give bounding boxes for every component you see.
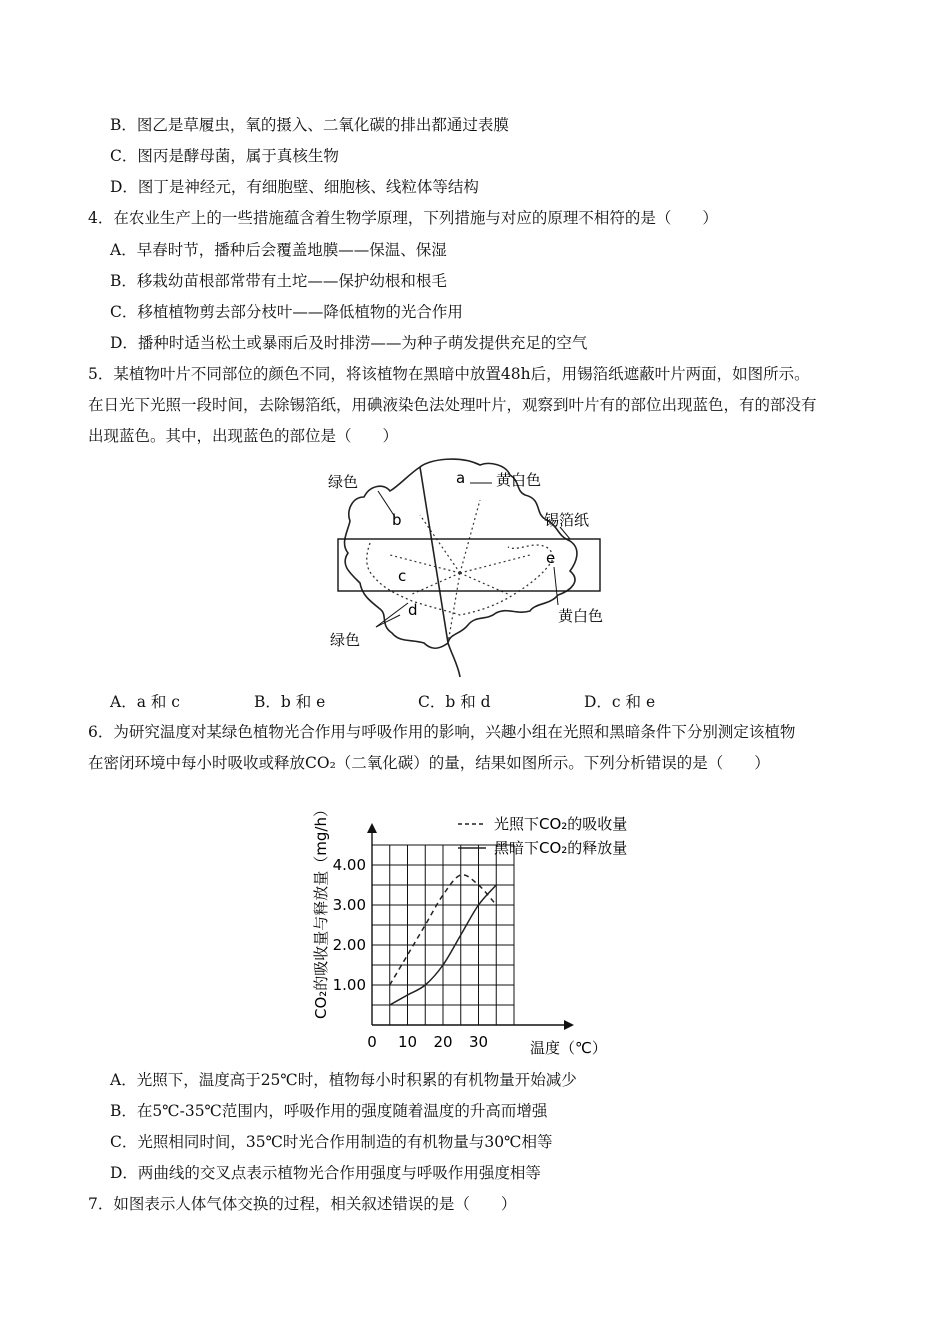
q3-option-d: D．图丁是神经元，有细胞壁、细胞核、线粒体等结构 — [110, 178, 479, 196]
label-yellow-top: 黄白色 — [496, 471, 542, 489]
q6-option-b: B．在5℃-35℃范围内，呼吸作用的强度随着温度的升高而增强 — [110, 1102, 548, 1120]
x-tick-label: 20 — [433, 1033, 453, 1051]
label-d: d — [408, 601, 418, 619]
label-e: e — [546, 549, 556, 567]
chart-x-axis-label: 温度（℃） — [530, 1039, 607, 1055]
q4-option-b: B．移栽幼苗根部常带有土坨——保护幼根和根毛 — [110, 272, 447, 290]
label-b: b — [392, 511, 402, 529]
label-a: a — [456, 469, 466, 487]
q7-stem: 7．如图表示人体气体交换的过程，相关叙述错误的是（ ） — [88, 1195, 517, 1213]
y-tick-label: 1.00 — [332, 976, 366, 994]
co2-chart — [300, 785, 660, 1055]
q4-option-c: C．移植植物剪去部分枝叶——降低植物的光合作用 — [110, 303, 463, 321]
q4-option-d: D．播种时适当松土或暴雨后及时排涝——为种子萌发提供充足的空气 — [110, 334, 588, 352]
q5-option-a: A．a 和 c — [110, 693, 180, 711]
leaf-figure — [320, 455, 620, 680]
q5-stem-line1: 5．某植物叶片不同部位的颜色不同，将该植物在黑暗中放置48h后，用锡箔纸遮蔽叶片两面，如图所示。 — [88, 365, 810, 383]
q6-stem-line2: 在密闭环境中每小时吸收或释放CO₂（二氧化碳）的量，结果如图所示。下列分析错误的是（ ） — [88, 754, 770, 772]
q5-options — [110, 690, 870, 710]
label-green-top: 绿色 — [328, 473, 359, 491]
leaf-veins — [390, 500, 530, 643]
y-axis-arrow — [367, 823, 377, 833]
q3-option-c: C．图丙是酵母菌，属于真核生物 — [110, 147, 339, 165]
x-tick-label: 10 — [397, 1033, 418, 1051]
q5-stem-line3: 出现蓝色。其中，出现蓝色的部位是（ ） — [88, 427, 399, 445]
y-tick-label: 3.00 — [332, 896, 366, 914]
label-yellow-bottom: 黄白色 — [558, 607, 604, 625]
q5-option-c: C．b 和 d — [418, 693, 491, 711]
y-tick-label: 4.00 — [332, 856, 366, 874]
q4-option-a: A．早春时节，播种后会覆盖地膜——保温、保湿 — [110, 241, 447, 259]
q6-option-a: A．光照下，温度高于25℃时，植物每小时积累的有机物量开始减少 — [110, 1071, 577, 1089]
legend-label: 黑暗下CO₂的释放量 — [494, 839, 628, 857]
y-tick-label: 2.00 — [332, 936, 366, 954]
q3-option-b: B．图乙是草履虫，氧的摄入、二氧化碳的排出都通过表膜 — [110, 116, 509, 134]
q4-stem: 4．在农业生产上的一些措施蕴含着生物学原理，下列措施与对应的原理不相符的是（ ） — [88, 209, 718, 227]
leaf-outline — [345, 459, 577, 677]
q5-stem-line2: 在日光下光照一段时间，去除锡箔纸，用碘液染色法处理叶片，观察到叶片有的部位出现蓝色，有的部没有 — [88, 396, 817, 414]
x-tick-label: 30 — [468, 1033, 489, 1051]
chart-legend — [458, 815, 627, 857]
q5-option-d: D．c 和 e — [584, 693, 656, 711]
foil-strip — [338, 539, 600, 591]
q6-stem-line1: 6．为研究温度对某绿色植物光合作用与呼吸作用的影响，兴趣小组在光照和黑暗条件下分别测定该植物 — [88, 723, 796, 741]
q5-option-b: B．b 和 e — [254, 693, 326, 711]
label-green-bottom: 绿色 — [330, 631, 361, 649]
chart-y-axis-label: CO₂的吸收量与释放量（mg/h） — [312, 802, 330, 1019]
q6-option-d: D．两曲线的交叉点表示植物光合作用强度与呼吸作用强度相等 — [110, 1164, 541, 1182]
legend-label: 光照下CO₂的吸收量 — [494, 815, 628, 833]
x-tick-label: 0 — [367, 1033, 377, 1051]
x-axis-arrow — [564, 1020, 574, 1030]
chart-grid — [372, 845, 514, 1025]
q6-option-c: C．光照相同时间，35℃时光合作用制造的有机物量与30℃相等 — [110, 1133, 553, 1151]
label-foil: 锡箔纸 — [544, 511, 590, 529]
label-c: c — [398, 567, 407, 585]
